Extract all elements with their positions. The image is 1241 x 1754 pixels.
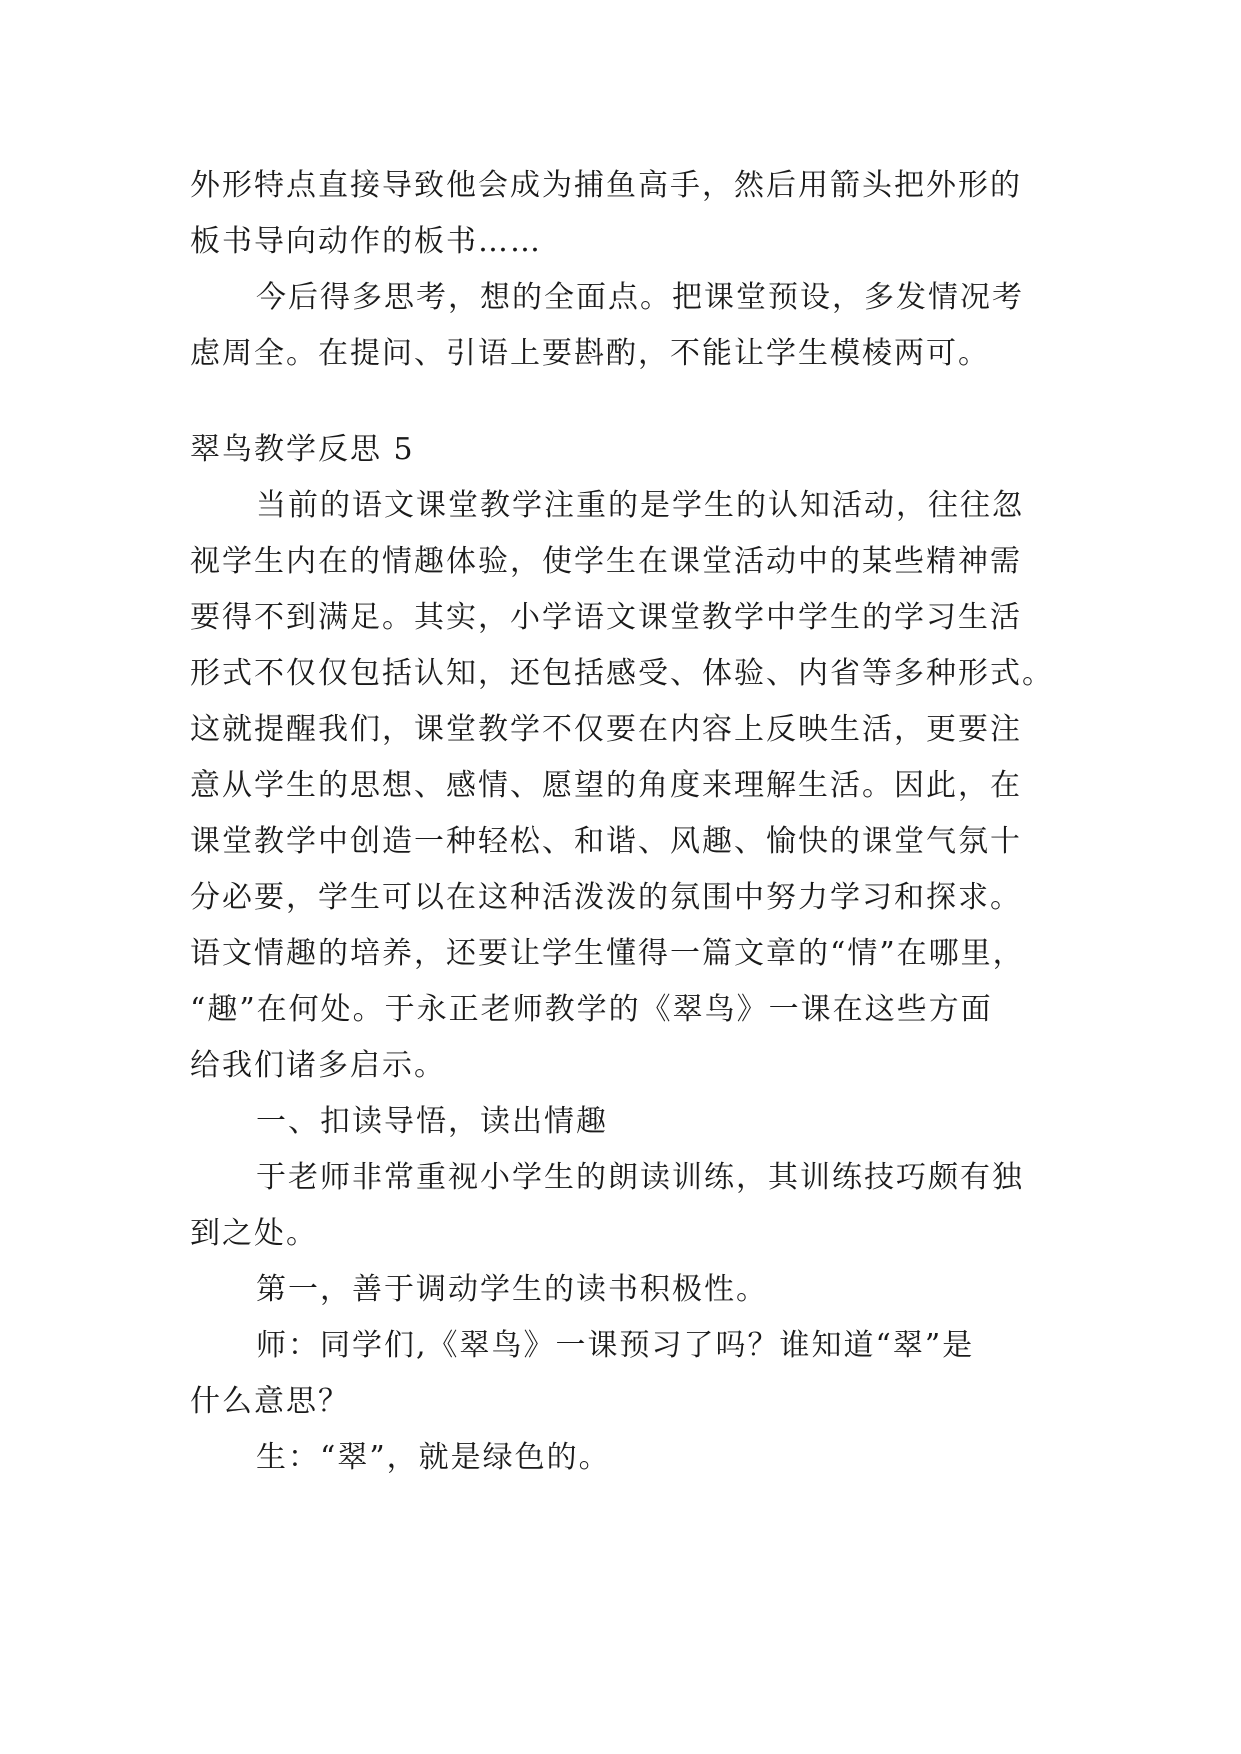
body-line: 语文情趣的培养，还要让学生懂得一篇文章的“情”在哪里， — [190, 936, 1025, 971]
body-line: 课堂教学中创造一种轻松、和谐、风趣、愉快的课堂气氛十 — [190, 824, 1022, 859]
body-line: 意从学生的思想、感情、愿望的角度来理解生活。因此，在 — [190, 768, 1022, 803]
body-line: 要得不到满足。其实，小学语文课堂教学中学生的学习生活 — [190, 600, 1022, 635]
body-line: 板书导向动作的板书…… — [190, 224, 542, 259]
dialogue-line: 师：同学们,《翠鸟》一课预习了吗？谁知道“翠”是 — [256, 1328, 975, 1363]
body-line: 给我们诸多启示。 — [190, 1048, 446, 1083]
body-line: 视学生内在的情趣体验，使学生在课堂活动中的某些精神需 — [190, 544, 1022, 579]
body-line: 虑周全。在提问、引语上要斟酌，不能让学生模棱两可。 — [190, 336, 990, 371]
document-page — [190, 158, 1054, 1486]
paragraph-start-line: 于老师非常重视小学生的朗读训练，其训练技巧颇有独 — [256, 1160, 1024, 1195]
body-line: 形式不仅仅包括认知，还包括感受、体验、内省等多种形式。 — [190, 656, 1054, 691]
body-line: 这就提醒我们，课堂教学不仅要在内容上反映生活，更要注 — [190, 712, 1022, 747]
body-line: 分必要，学生可以在这种活泼泼的氛围中努力学习和探求。 — [190, 880, 1022, 915]
dialogue-line: 生：“翠”，就是绿色的。 — [256, 1440, 611, 1475]
subheading-line: 一、扣读导悟，读出情趣 — [256, 1104, 608, 1139]
section-heading: 翠鸟教学反思 5 — [190, 432, 415, 467]
body-line: “趣”在何处。于永正老师教学的《翠鸟》一课在这些方面 — [190, 992, 993, 1027]
paragraph-start-line: 第一，善于调动学生的读书积极性。 — [256, 1272, 768, 1307]
paragraph-start-line: 今后得多思考，想的全面点。把课堂预设，多发情况考 — [256, 280, 1024, 315]
section-gap — [190, 382, 1050, 422]
body-line: 到之处。 — [190, 1216, 318, 1251]
paragraph-start-line: 当前的语文课堂教学注重的是学生的认知活动，往往忽 — [256, 488, 1024, 523]
body-line: 外形特点直接导致他会成为捕鱼高手，然后用箭头把外形的 — [190, 168, 1022, 203]
body-line: 什么意思？ — [190, 1384, 350, 1419]
